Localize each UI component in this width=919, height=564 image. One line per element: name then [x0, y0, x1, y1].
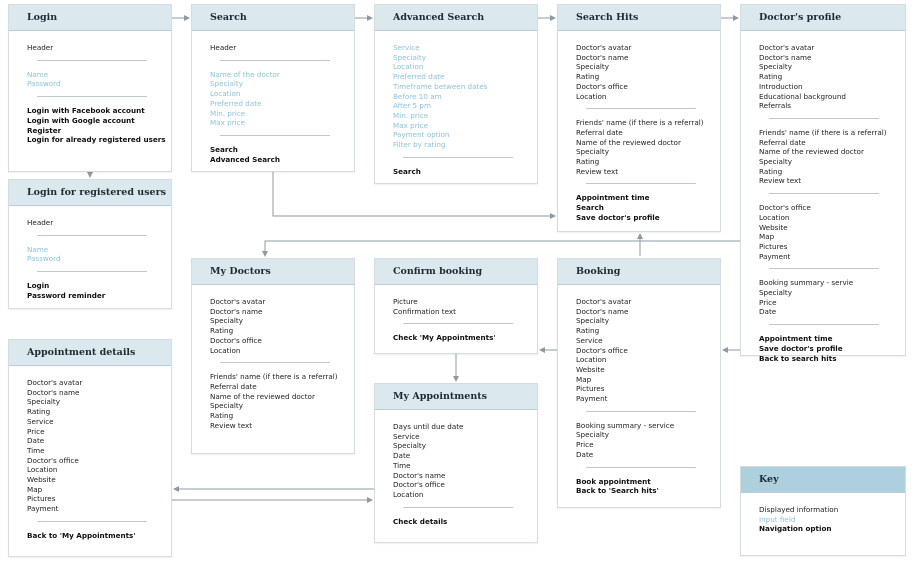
displayed-info: Introduction: [759, 81, 803, 91]
displayed-info: Location: [576, 355, 607, 365]
displayed-info: Doctor's avatar: [576, 297, 632, 306]
displayed-info: Specialty: [759, 288, 792, 298]
displayed-info: Location: [576, 91, 607, 101]
displayed-info: Review text: [210, 420, 253, 430]
screen-search-hits: [557, 4, 721, 232]
displayed-info: Doctor's name: [576, 306, 629, 316]
displayed-info: Specialty: [576, 430, 609, 440]
divider: [586, 108, 696, 109]
displayed-info: Time: [27, 445, 45, 455]
item-group: [393, 517, 529, 527]
item-group: [759, 505, 897, 534]
input-field-label: Timeframe between dates: [393, 81, 488, 91]
displayed-info: Pictures: [759, 241, 788, 251]
divider: [769, 193, 879, 194]
displayed-info: Location: [210, 345, 241, 355]
item-group: [576, 297, 712, 404]
divider: [586, 183, 696, 184]
displayed-info: Referral date: [759, 137, 806, 147]
displayed-info: Price: [759, 297, 777, 307]
navigation-option: Login with Facebook account: [27, 106, 145, 116]
displayed-info: Header: [27, 218, 54, 227]
displayed-info: Specialty: [576, 62, 609, 72]
displayed-info: Date: [27, 436, 45, 446]
divider: [586, 411, 696, 412]
navigation-option: Check 'My Appointments': [393, 333, 496, 343]
item-group: [210, 372, 346, 430]
screen-title: Advanced Search: [375, 5, 537, 31]
displayed-info: Date: [576, 449, 594, 459]
input-field-label: Min. price: [393, 110, 429, 120]
displayed-info: Website: [759, 222, 788, 232]
displayed-info: Header: [210, 43, 237, 52]
input-field-label: Location: [210, 89, 241, 99]
item-group: [759, 278, 897, 317]
navigation-option: Login with Google account: [27, 115, 135, 125]
displayed-info: Specialty: [210, 316, 243, 326]
screen-content: [375, 31, 537, 182]
divider: [403, 157, 513, 158]
displayed-info: Doctor's avatar: [210, 297, 266, 306]
item-group: [210, 145, 346, 164]
displayed-info: Booking summary - service: [576, 420, 675, 430]
screen-content: [192, 31, 354, 170]
item-group: [393, 333, 529, 343]
displayed-info: Rating: [759, 166, 783, 176]
screen-content: [375, 285, 537, 349]
displayed-info: Doctor's office: [576, 345, 628, 355]
screen-title: My Appointments: [375, 384, 537, 410]
displayed-info: Doctor's avatar: [27, 378, 83, 387]
item-group: [27, 43, 163, 53]
item-group: [759, 43, 897, 111]
item-group: [27, 70, 163, 89]
navigation-option: Search: [576, 203, 604, 213]
screen-login-registered: [8, 179, 172, 309]
input-field-label: Name: [27, 69, 49, 79]
divider: [769, 268, 879, 269]
item-group: [27, 245, 163, 264]
navigation-option: Search: [393, 166, 421, 176]
item-group: [576, 477, 712, 496]
displayed-info: Map: [759, 232, 775, 242]
displayed-info: Date: [759, 307, 777, 317]
displayed-info: Referrals: [759, 101, 791, 111]
screen-content: [558, 285, 720, 502]
displayed-info: Rating: [210, 411, 234, 421]
divider: [37, 96, 147, 97]
displayed-info: Friends' name (if there is a referral): [759, 127, 887, 137]
input-field-label: Preferred date: [393, 72, 445, 82]
displayed-info: Name of the reviewed doctor: [210, 391, 315, 401]
divider: [769, 118, 879, 119]
displayed-info: Price: [576, 440, 594, 450]
navigation-option: Advanced Search: [210, 154, 280, 164]
divider: [403, 507, 513, 508]
displayed-info: Doctor's office: [210, 335, 262, 345]
displayed-info: Days until due date: [393, 422, 464, 431]
input-field-label: Service: [393, 43, 420, 52]
navigation-option: Back to 'My Appointments': [27, 530, 136, 540]
displayed-info: Displayed information: [759, 505, 839, 514]
divider: [37, 235, 147, 236]
displayed-info: Service: [393, 431, 420, 441]
screen-title: Booking: [558, 259, 720, 285]
input-field-label: Max price: [210, 118, 246, 128]
item-group: [759, 334, 897, 363]
item-group: [393, 297, 529, 316]
screen-content: [192, 285, 354, 436]
item-group: [210, 297, 346, 355]
displayed-info: Price: [27, 426, 45, 436]
input-field-label: Min. price: [210, 108, 246, 118]
item-group: [759, 203, 897, 261]
navigation-option: Back to search hits: [759, 353, 837, 363]
displayed-info: Location: [27, 465, 58, 475]
input-field-label: Preferred date: [210, 98, 262, 108]
input-field-label: Payment option: [393, 130, 450, 140]
displayed-info: Doctor's name: [210, 306, 263, 316]
screen-search: [191, 4, 355, 172]
displayed-info: Rating: [576, 157, 600, 167]
navigation-option: Appointment time: [576, 193, 650, 203]
screen-confirm-booking: [374, 258, 538, 354]
displayed-info: Doctor's name: [27, 387, 80, 397]
input-field-label: Max price: [393, 120, 429, 130]
input-field-label: Specialty: [393, 52, 426, 62]
input-field-label: Name of the doctor: [210, 69, 280, 79]
divider: [220, 60, 330, 61]
input-field-label: Before 10 am: [393, 91, 442, 101]
screen-advanced-search: [374, 4, 538, 184]
item-group: [27, 378, 163, 514]
displayed-info: Confirmation text: [393, 306, 456, 316]
screen-content: [558, 31, 720, 229]
displayed-info: Doctor's office: [759, 203, 811, 213]
screen-doctors-profile: [740, 4, 906, 363]
input-field-label: Password: [27, 79, 61, 89]
screen-title: Login: [9, 5, 171, 31]
navigation-option: Search: [210, 144, 238, 154]
displayed-info: Header: [27, 43, 54, 52]
divider: [220, 362, 330, 363]
displayed-info: Specialty: [759, 62, 792, 72]
input-field-label: Input field: [759, 514, 796, 524]
displayed-info: Specialty: [576, 147, 609, 157]
screen-title: Key: [741, 467, 905, 493]
displayed-info: Payment: [759, 251, 791, 261]
input-field-label: Filter by rating: [393, 140, 446, 150]
item-group: [210, 70, 346, 128]
item-group: [576, 193, 712, 222]
navigation-option: Check details: [393, 516, 448, 526]
item-group: [576, 43, 712, 101]
arrow-profile-to-mydoctors: [265, 241, 740, 256]
input-field-label: Name: [27, 244, 49, 254]
item-group: [210, 43, 346, 53]
displayed-info: Name of the reviewed doctor: [576, 137, 681, 147]
displayed-info: Map: [576, 374, 592, 384]
screen-title: My Doctors: [192, 259, 354, 285]
input-field-label: Specialty: [210, 79, 243, 89]
displayed-info: Educational background: [759, 91, 846, 101]
displayed-info: Specialty: [759, 157, 792, 167]
divider: [37, 60, 147, 61]
screen-my-appointments: [374, 383, 538, 543]
displayed-info: Payment: [576, 394, 608, 404]
displayed-info: Doctor's office: [393, 480, 445, 490]
displayed-info: Website: [576, 364, 605, 374]
item-group: [27, 281, 163, 300]
screen-booking: [557, 258, 721, 508]
navigation-option: Book appointment: [576, 476, 651, 486]
displayed-info: Pictures: [27, 494, 56, 504]
screen-my-doctors: [191, 258, 355, 454]
screen-title: Confirm booking: [375, 259, 537, 285]
navigation-option: Appointment time: [759, 334, 833, 344]
displayed-info: Specialty: [210, 401, 243, 411]
screen-content: [9, 206, 171, 307]
item-group: [393, 43, 529, 150]
displayed-info: Pictures: [576, 384, 605, 394]
displayed-info: Name of the reviewed doctor: [759, 147, 864, 157]
displayed-info: Rating: [27, 407, 51, 417]
displayed-info: Review text: [759, 176, 802, 186]
item-group: [393, 167, 529, 177]
item-group: [393, 422, 529, 500]
screen-content: [741, 493, 905, 540]
input-field-label: Password: [27, 254, 61, 264]
input-field-label: Location: [393, 62, 424, 72]
displayed-info: Rating: [759, 72, 783, 82]
navigation-option: Login: [27, 281, 50, 291]
divider: [403, 323, 513, 324]
screen-key: [740, 466, 906, 556]
displayed-info: Specialty: [393, 441, 426, 451]
navigation-option: Password reminder: [27, 290, 106, 300]
navigation-option: Back to 'Search hits': [576, 486, 659, 496]
displayed-info: Specialty: [576, 316, 609, 326]
screen-content: [9, 366, 171, 547]
displayed-info: Picture: [393, 297, 418, 306]
screen-title: Login for registered users: [9, 180, 171, 206]
divider: [769, 324, 879, 325]
navigation-option: Navigation option: [759, 524, 832, 534]
displayed-info: Specialty: [27, 397, 60, 407]
displayed-info: Doctor's name: [393, 470, 446, 480]
displayed-info: Service: [576, 335, 603, 345]
displayed-info: Payment: [27, 504, 59, 514]
input-field-label: After 5 pm: [393, 101, 431, 111]
displayed-info: Doctor's name: [759, 52, 812, 62]
divider: [220, 135, 330, 136]
displayed-info: Website: [27, 475, 56, 485]
navigation-option: Register: [27, 125, 62, 135]
navigation-option: Save doctor's profile: [576, 212, 660, 222]
displayed-info: Location: [393, 489, 424, 499]
screen-login: [8, 4, 172, 172]
displayed-info: Doctor's office: [27, 455, 79, 465]
displayed-info: Review text: [576, 166, 619, 176]
navigation-option: Save doctor's profile: [759, 343, 843, 353]
item-group: [576, 118, 712, 176]
displayed-info: Doctor's office: [576, 81, 628, 91]
displayed-info: Rating: [576, 326, 600, 336]
divider: [586, 467, 696, 468]
screen-title: Search: [192, 5, 354, 31]
displayed-info: Map: [27, 484, 43, 494]
displayed-info: Referral date: [576, 127, 623, 137]
displayed-info: Date: [393, 451, 411, 461]
displayed-info: Friends' name (if there is a referral): [576, 118, 704, 128]
displayed-info: Doctor's avatar: [759, 43, 815, 52]
item-group: [27, 106, 166, 145]
displayed-info: Friends' name (if there is a referral): [210, 372, 338, 382]
item-group: [576, 421, 712, 460]
displayed-info: Time: [393, 460, 411, 470]
screen-title: Search Hits: [558, 5, 720, 31]
screen-title: Appointment details: [9, 340, 171, 366]
item-group: [759, 128, 897, 186]
displayed-info: Referral date: [210, 381, 257, 391]
displayed-info: Doctor's name: [576, 52, 629, 62]
displayed-info: Rating: [576, 72, 600, 82]
divider: [37, 271, 147, 272]
displayed-info: Service: [27, 416, 54, 426]
navigation-option: Login for already registered users: [27, 135, 166, 145]
screen-content: [9, 31, 171, 151]
screen-content: [741, 31, 905, 369]
item-group: [27, 218, 163, 228]
screen-content: [375, 410, 537, 532]
screen-appointment-details: [8, 339, 172, 557]
displayed-info: Rating: [210, 326, 234, 336]
divider: [37, 521, 147, 522]
displayed-info: Location: [759, 212, 790, 222]
screen-title: Doctor's profile: [741, 5, 905, 31]
item-group: [27, 531, 163, 541]
displayed-info: Doctor's avatar: [576, 43, 632, 52]
displayed-info: Booking summary - servie: [759, 278, 854, 288]
